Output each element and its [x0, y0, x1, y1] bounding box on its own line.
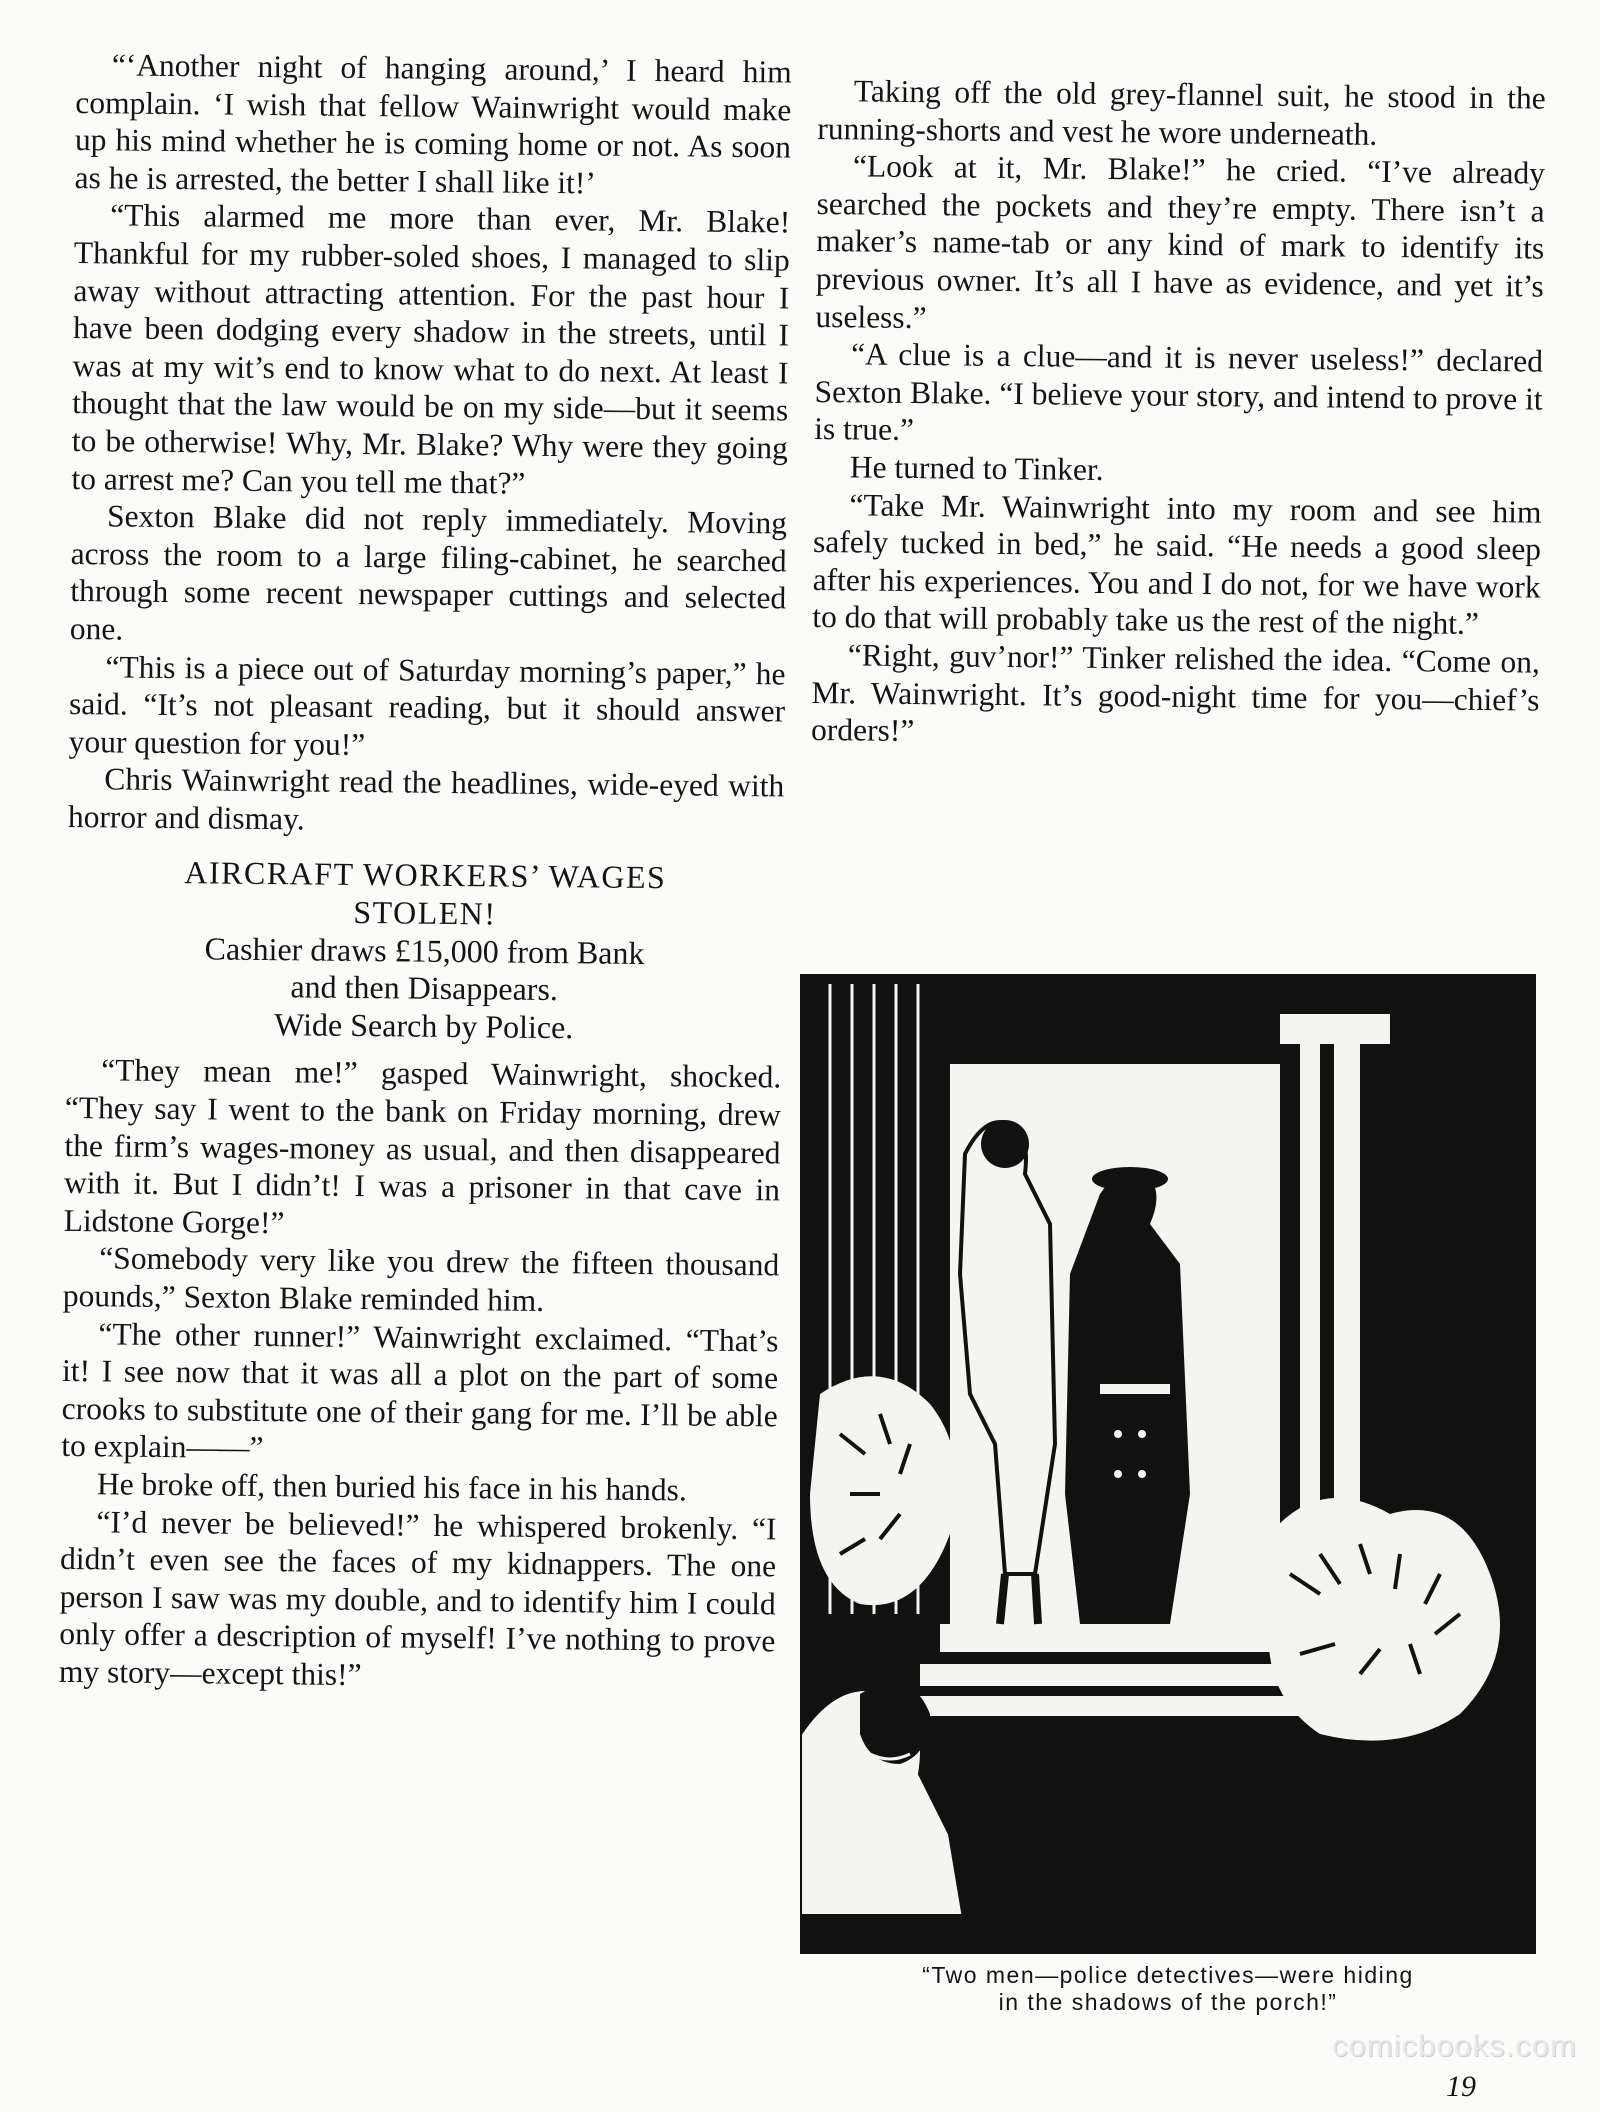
paragraph: Sexton Blake did not reply immediately. Moving across the room to a large filing-cabinet, he searched through some recent newspaper cuttings and selected one. — [69, 498, 788, 647]
paragraph: “I’d never be believed!” he whispered brokenly. “I didn’t even see the faces of my kidnappers. The one person I saw was my double, and to identify him I could only offer a description of myself! I’ve nothing to prove my story—except this!” — [58, 1503, 777, 1693]
paragraph: “They mean me!” gasped Wainwright, shocked. “They say I went to the bank on Friday morning, drew the firm’s wages-money as usual, and then disappeared with it. But I didn’t! I was a prisoner in that cave in Lidstone Gorge!” — [63, 1052, 782, 1241]
paragraph: Chris Wainwright read the headlines, wide-eyed with horror and dismay. — [67, 761, 785, 837]
paragraph: He broke off, then buried his face in his hands. — [96, 1466, 687, 1508]
caption-line: in the shadows of the porch!” — [998, 1989, 1338, 2015]
paragraph: “Look at it, Mr. Blake!” he cried. “I’ve already searched the pockets and they’re empty. There isn’t a maker’s name-tab or any kind of mark to identify its previous owner. It’s all I have as evidence, and yet it’s useless.” — [815, 148, 1546, 335]
paragraph: “This is a piece out of Saturday morning’s paper,” he said. “It’s not pleasant reading, but it should answer your question for you!” — [68, 648, 786, 762]
left-text-column — [59, 46, 792, 1698]
porch-illustration — [800, 974, 1536, 1954]
illustration-caption — [800, 1962, 1536, 2016]
headline-line: Wide Search by Police. — [274, 1005, 574, 1046]
right-text-column — [811, 72, 1546, 756]
headline-line: Cashier draws £15,000 from Bank — [204, 930, 645, 971]
paragraph: “‘Another night of hanging around,’ I heard him complain. ‘I wish that fellow Wainwright would make up his mind whether he is coming home or not. As soon as he is arrested, the better I shall like it!’ — [74, 47, 792, 201]
paragraph: “Somebody very like you drew the fifteen thousand pounds,” Sexton Blake reminded him. — [62, 1240, 780, 1318]
newspaper-headline — [66, 853, 784, 1048]
page-number: 19 — [1446, 2070, 1476, 2103]
headline-line: and then Disappears. — [290, 968, 559, 1008]
paragraph: “This alarmed me more than ever, Mr. Blake! Thankful for my rubber-soled shoes, I managed to slip away without attracting attention. For the past hour I have been dodging every shadow in the streets, until I was at my wit’s end to know what to do next. At least I thought that the law would be on my side—but it seems to be otherwise! Why, Mr. Blake? Why were they going to arrest me? Can you tell me that?” — [71, 197, 791, 501]
headline-line: STOLEN! — [353, 894, 497, 932]
paragraph: “The other runner!” Wainwright exclaimed. “That’s it! I see now that it was all a plot on the part of some crooks to substitute one of their gang for me. I’ll be able to explain——” — [61, 1315, 779, 1466]
paragraph: “Take Mr. Wainwright into my room and see him safely tucked in bed,” he said. “He needs a good sleep after his experiences. You and I do not, for we have work to do that will probably take us the rest of the night.” — [812, 486, 1542, 642]
paragraph: “Right, guv’nor!” Tinker relished the idea. “Come on, Mr. Wainwright. It’s good-night time for you—chief’s orders!” — [810, 637, 1541, 749]
caption-line: “Two men—police detectives—were hiding — [922, 1962, 1414, 1988]
paragraph: “A clue is a clue—and it is never useless!” declared Sexton Blake. “I believe your story, and intend to prove it is true.” — [814, 336, 1544, 448]
paragraph: He turned to Tinker. — [849, 449, 1104, 487]
headline-line: AIRCRAFT WORKERS’ WAGES — [184, 854, 667, 896]
site-watermark: comicbooks.com — [1332, 2028, 1577, 2063]
paragraph: Taking off the old grey-flannel suit, he stood in the running-shorts and vest he wore underneath. — [817, 73, 1546, 152]
